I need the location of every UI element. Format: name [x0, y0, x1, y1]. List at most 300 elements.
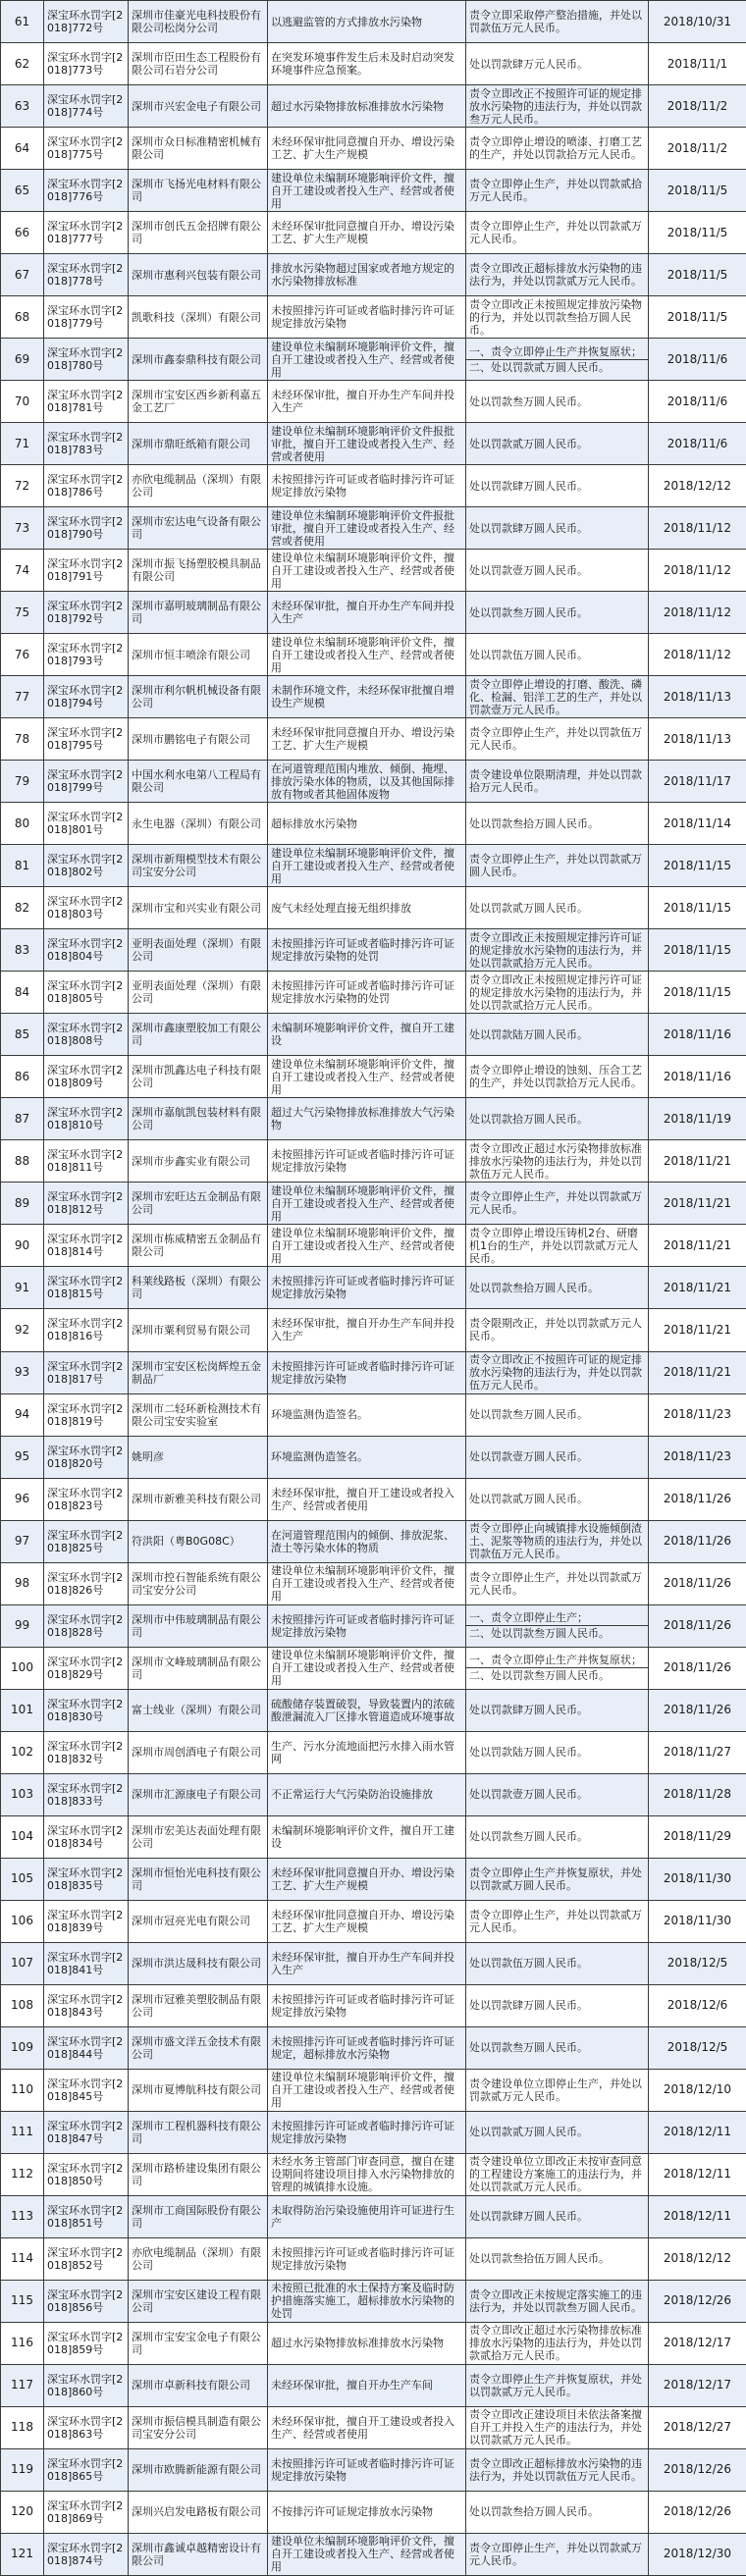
penalty-text: 责令立即停止增设的喷漆、打磨工艺的生产，并处以罚款拾万元人民币。 [469, 135, 645, 161]
table-row [1, 929, 746, 972]
penalized-unit-cell: 深圳市宏达电气设备有限公司 [129, 507, 268, 550]
penalty-text: 处以罚款叁拾万圆人民币。 [469, 2505, 645, 2518]
violation-cell: 未按照排污许可证或者临时排污许可证规定排放污染物 [268, 2111, 466, 2153]
penalty-date-cell: 2018/12/12 [649, 465, 746, 507]
violation-cell: 未经环保审批，擅自开办生产车间并投入生产 [268, 1942, 466, 1984]
penalty-date-cell: 2018/11/26 [649, 1520, 746, 1562]
penalized-unit-cell: 深圳市恒丰喷涂有限公司 [129, 634, 268, 676]
document-number-cell: 深宝环水罚字[2018]850号 [44, 2153, 129, 2195]
table-row [1, 887, 746, 929]
table-row [1, 1351, 746, 1393]
row-number-cell: 79 [1, 761, 44, 803]
penalty-date-cell: 2018/12/5 [649, 1942, 746, 1984]
penalized-unit-cell: 深圳市振飞扬塑胶模具制品有限公司 [129, 550, 268, 592]
penalty-text: 处以罚款贰万圆人民币。 [469, 902, 645, 915]
row-number-cell: 84 [1, 972, 44, 1014]
row-number-cell: 88 [1, 1140, 44, 1183]
violation-cell: 未编制环境影响评价文件，擅自开工建设 [268, 1014, 466, 1056]
row-number-cell: 108 [1, 1984, 44, 2026]
document-number-cell: 深宝环水罚字[2018]803号 [44, 887, 129, 929]
row-number-cell: 86 [1, 1056, 44, 1098]
document-number-cell: 深宝环水罚字[2018]851号 [44, 2195, 129, 2237]
penalty-text: 处以罚款贰万圆人民币。 [469, 438, 645, 450]
penalty-table-body [1, 1, 746, 2576]
penalty-cell [466, 170, 649, 212]
penalized-unit-cell: 深圳市工商国际股份有限公司 [129, 2195, 268, 2237]
penalty-date-cell: 2018/12/12 [649, 2237, 746, 2280]
penalty-cell [466, 1225, 649, 1267]
document-number-cell: 深宝环水罚字[2018]847号 [44, 2111, 129, 2153]
table-row [1, 1478, 746, 1520]
table-row [1, 718, 746, 761]
penalty-cell [466, 2448, 649, 2491]
document-number-cell: 深宝环水罚字[2018]832号 [44, 1731, 129, 1773]
row-number-cell: 68 [1, 296, 44, 339]
penalty-cell [466, 212, 649, 254]
violation-cell: 未经环保审批，擅自开办生产车间 [268, 2364, 466, 2406]
table-row [1, 1436, 746, 1478]
violation-cell: 未经环保审批，擅自开办生产车间并投入生产 [268, 381, 466, 423]
penalized-unit-cell: 深圳市夏博航科技有限公司 [129, 2069, 268, 2111]
row-number-cell: 105 [1, 1858, 44, 1900]
document-number-cell: 深宝环水罚字[2018]811号 [44, 1140, 129, 1183]
penalty-date-cell: 2018/12/17 [649, 2364, 746, 2406]
violation-cell: 未按照排污许可证或者临时排污许可证规定排放污染物的处罚 [268, 929, 466, 972]
penalty-text: 处以罚款壹万圆人民币。 [469, 564, 645, 577]
table-row [1, 2111, 746, 2153]
penalty-text: 责令立即停止生产，并处以罚款贰万圆人民币。 [469, 853, 645, 878]
row-number-cell: 65 [1, 170, 44, 212]
table-row [1, 1604, 746, 1647]
penalty-text: 二、处以罚款贰万圆人民币。 [466, 359, 648, 375]
penalty-cell [466, 1900, 649, 1942]
penalty-cell [466, 1393, 649, 1436]
penalized-unit-cell: 深圳市新雅美科技有限公司 [129, 1478, 268, 1520]
penalty-cell [466, 845, 649, 887]
penalty-date-cell: 2018/12/10 [649, 2069, 746, 2111]
violation-cell: 废气未经处理直接无组织排放 [268, 887, 466, 929]
penalized-unit-cell: 深圳兴启发电路板有限公司 [129, 2491, 268, 2533]
penalized-unit-cell: 深圳市嘉明玻璃制品有限公司 [129, 592, 268, 634]
penalty-text: 处以罚款肆万圆人民币。 [469, 1999, 645, 2012]
violation-cell: 硫酸储存装置破裂，导致装置内的浓硫酸泄漏流入厂区排水管道造成环境事故 [268, 1689, 466, 1731]
penalty-date-cell: 2018/12/26 [649, 2448, 746, 2491]
table-row [1, 212, 746, 254]
document-number-cell: 深宝环水罚字[2018]845号 [44, 2069, 129, 2111]
penalty-date-cell: 2018/11/17 [649, 761, 746, 803]
penalty-cell [466, 2195, 649, 2237]
document-number-cell: 深宝环水罚字[2018]865号 [44, 2448, 129, 2491]
violation-cell: 建设单位未编制环境影响评价文件，擅自开工建设或者投入生产、经营或者使用 [268, 170, 466, 212]
penalty-cell [466, 1309, 649, 1351]
row-number-cell: 119 [1, 2448, 44, 2491]
violation-cell: 在突发环境事件发生后未及时启动突发环境事件应急预案。 [268, 43, 466, 85]
document-number-cell: 深宝环水罚字[2018]799号 [44, 761, 129, 803]
penalized-unit-cell: 姚明彦 [129, 1436, 268, 1478]
penalty-cell [466, 423, 649, 465]
violation-cell: 未按照排污许可证或者临时排污许可证规定，超标排放水污染物 [268, 2026, 466, 2069]
penalty-cell [466, 592, 649, 634]
penalty-cell [466, 1815, 649, 1858]
violation-cell: 未编制环境影响评价文件，擅自开工建设 [268, 1815, 466, 1858]
row-number-cell: 102 [1, 1731, 44, 1773]
table-row [1, 1140, 746, 1183]
violation-cell: 未按照排污许可证或者临时排污许可证规定排放污染物 [268, 296, 466, 339]
penalty-date-cell: 2018/11/12 [649, 550, 746, 592]
penalty-text: 一、责令立即停止生产并恢复原状； [466, 344, 648, 359]
penalty-cell [466, 1056, 649, 1098]
penalty-text: 处以罚款拾万圆人民币。 [469, 1113, 645, 1126]
penalty-text: 处以罚款叁万圆人民币。 [469, 1830, 645, 1843]
row-number-cell: 116 [1, 2322, 44, 2364]
row-number-cell: 121 [1, 2533, 44, 2575]
penalty-text: 二、处以罚款叁万圆人民币。 [466, 1625, 648, 1641]
document-number-cell: 深宝环水罚字[2018]823号 [44, 1478, 129, 1520]
table-row [1, 1731, 746, 1773]
penalty-cell [466, 1140, 649, 1183]
row-number-cell: 106 [1, 1900, 44, 1942]
penalty-cell [466, 296, 649, 339]
document-number-cell: 深宝环水罚字[2018]830号 [44, 1689, 129, 1731]
violation-cell: 未经环保审批，擅自开办生产车间并投入生产 [268, 592, 466, 634]
document-number-cell: 深宝环水罚字[2018]869号 [44, 2491, 129, 2533]
penalty-text: 处以罚款伍万圆人民币。 [469, 1957, 645, 1970]
document-number-cell: 深宝环水罚字[2018]852号 [44, 2237, 129, 2280]
document-number-cell: 深宝环水罚字[2018]874号 [44, 2533, 129, 2575]
penalty-text: 责令立即停止生产，并处以罚款伍万元人民币。 [469, 726, 645, 752]
violation-cell: 建设单位未编制环境影响评价文件，擅自开工建设或者投入生产、经营或者使用 [268, 1056, 466, 1098]
violation-cell: 建设单位未编制环境影响评价文件，擅自开工建设或者投入生产、经营或者使用 [268, 1647, 466, 1689]
table-row [1, 1562, 746, 1604]
row-number-cell: 112 [1, 2153, 44, 2195]
row-number-cell: 99 [1, 1604, 44, 1647]
penalty-date-cell: 2018/12/5 [649, 2026, 746, 2069]
penalized-unit-cell: 符洪阳（粤B0G08C） [129, 1520, 268, 1562]
penalty-date-cell: 2018/12/26 [649, 2491, 746, 2533]
table-row [1, 85, 746, 128]
violation-cell: 未按照排污许可证或者临时排污许可证规定排放污染物 [268, 2448, 466, 2491]
violation-cell: 不正常运行大气污染防治设施排放 [268, 1773, 466, 1815]
row-number-cell: 77 [1, 676, 44, 718]
violation-cell: 未经环保审批，擅自开工建设或者投入生产、经营或者使用 [268, 1478, 466, 1520]
penalty-date-cell: 2018/11/26 [649, 1647, 746, 1689]
violation-cell: 生产、污水分流地面把污水排入雨水管网 [268, 1731, 466, 1773]
violation-cell: 建设单位未编制环境影响评价文件，擅自开工建设或者投入生产、经营或者使用 [268, 2069, 466, 2111]
penalty-cell [466, 1267, 649, 1309]
violation-cell: 超标排放水污染物 [268, 803, 466, 845]
table-row [1, 676, 746, 718]
row-number-cell: 64 [1, 128, 44, 170]
table-row [1, 1225, 746, 1267]
penalty-text: 责令建设单位立即改正未按审查同意的工程建设方案施工的违法行为，并处以罚款贰万元人民币。 [469, 2155, 645, 2193]
violation-cell: 未经环保审批，擅自开办生产车间并投入生产 [268, 1309, 466, 1351]
table-row [1, 2448, 746, 2491]
penalty-text: 处以罚款肆万元人民币。 [469, 58, 645, 71]
penalty-text: 责令立即改正未按照规定排污许可证的规定排放水污染物的违法行为，并处以罚款贰拾万元人民币。 [469, 931, 645, 970]
row-number-cell: 90 [1, 1225, 44, 1267]
penalty-cell [466, 2322, 649, 2364]
table-row [1, 592, 746, 634]
penalized-unit-cell: 深圳市臣田生态工程股份有限公司石岩分公司 [129, 43, 268, 85]
penalty-date-cell: 2018/11/6 [649, 381, 746, 423]
penalized-unit-cell: 永生电器（深圳）有限公司 [129, 803, 268, 845]
document-number-cell: 深宝环水罚字[2018]859号 [44, 2322, 129, 2364]
violation-cell: 未取得防治污染设施使用许可证进行生产 [268, 2195, 466, 2237]
penalty-date-cell: 2018/10/31 [649, 1, 746, 43]
violation-cell: 未经环保审批同意擅自开办、增设污染工艺、扩大生产规模 [268, 128, 466, 170]
penalty-cell [466, 1562, 649, 1604]
document-number-cell: 深宝环水罚字[2018]779号 [44, 296, 129, 339]
violation-cell: 环境监测伪造签名。 [268, 1393, 466, 1436]
violation-cell: 未按照排污许可证或者临时排污许可证规定排放污染物 [268, 1984, 466, 2026]
violation-cell: 在河道管理范围内的倾倒、排放泥浆、渣土等污染水体的物质 [268, 1520, 466, 1562]
penalized-unit-cell: 深圳市鹏铭电子有限公司 [129, 718, 268, 761]
row-number-cell: 96 [1, 1478, 44, 1520]
penalty-date-cell: 2018/11/13 [649, 676, 746, 718]
penalized-unit-cell: 亚明表面处理（深圳）有限公司 [129, 972, 268, 1014]
violation-cell: 建设单位未编制环境影响评价文件，擅自开工建设或者投入生产、经营或者使用 [268, 339, 466, 381]
penalty-date-cell: 2018/11/21 [649, 1309, 746, 1351]
penalty-cell [466, 507, 649, 550]
table-row [1, 2533, 746, 2575]
penalty-text: 责令立即改正超标排放水污染物的违法行为，并处以罚款伍万元人民币。 [469, 2457, 645, 2483]
penalty-date-cell: 2018/11/21 [649, 1267, 746, 1309]
penalty-text: 处以罚款伍万圆人民币。 [469, 649, 645, 661]
row-number-cell: 71 [1, 423, 44, 465]
document-number-cell: 深宝环水罚字[2018]816号 [44, 1309, 129, 1351]
table-row [1, 1, 746, 43]
penalty-date-cell: 2018/11/2 [649, 85, 746, 128]
penalty-cell [466, 676, 649, 718]
penalty-text: 责令立即采取停产整治措施，并处以罚款伍万元人民币。 [469, 9, 645, 34]
penalty-date-cell: 2018/11/21 [649, 1183, 746, 1225]
table-row [1, 2195, 746, 2237]
row-number-cell: 107 [1, 1942, 44, 1984]
penalty-date-cell: 2018/12/26 [649, 2280, 746, 2322]
penalty-date-cell: 2018/11/29 [649, 1815, 746, 1858]
penalty-date-cell: 2018/11/30 [649, 1900, 746, 1942]
row-number-cell: 97 [1, 1520, 44, 1562]
document-number-cell: 深宝环水罚字[2018]815号 [44, 1267, 129, 1309]
penalty-cell [466, 2111, 649, 2153]
row-number-cell: 109 [1, 2026, 44, 2069]
penalty-cell [466, 1478, 649, 1520]
penalized-unit-cell: 深圳市宝安区建设工程有限公司 [129, 2280, 268, 2322]
penalty-text: 责令立即停止增设的打磨、酸洗、磷化、检漏、铝洋工艺的生产，并处以罚款壹万元人民币。 [469, 678, 645, 716]
penalty-date-cell: 2018/11/6 [649, 423, 746, 465]
row-number-cell: 118 [1, 2406, 44, 2448]
penalized-unit-cell: 深圳市汇源康电子有限公司 [129, 1773, 268, 1815]
row-number-cell: 87 [1, 1098, 44, 1140]
violation-cell: 建设单位未编制环境影响评价文件，擅自开工建设或者投入生产、经营或者使用 [268, 634, 466, 676]
row-number-cell: 73 [1, 507, 44, 550]
row-number-cell: 115 [1, 2280, 44, 2322]
penalty-date-cell: 2018/11/13 [649, 718, 746, 761]
row-number-cell: 93 [1, 1351, 44, 1393]
penalized-unit-cell: 深圳市洪达晟科技有限公司 [129, 1942, 268, 1984]
penalty-text: 责令建设单位立即停止生产，并处以罚款贰万元人民币。 [469, 2077, 645, 2103]
penalty-cell [466, 1351, 649, 1393]
penalty-cell [466, 803, 649, 845]
row-number-cell: 120 [1, 2491, 44, 2533]
document-number-cell: 深宝环水罚字[2018]793号 [44, 634, 129, 676]
document-number-cell: 深宝环水罚字[2018]826号 [44, 1562, 129, 1604]
document-number-cell: 深宝环水罚字[2018]828号 [44, 1604, 129, 1647]
row-number-cell: 111 [1, 2111, 44, 2153]
penalty-text: 责令立即改正建设项目未依法备案擅自开工并投入生产的违法行为，并处以罚款贰万元人民币。 [469, 2408, 645, 2446]
document-number-cell: 深宝环水罚字[2018]776号 [44, 170, 129, 212]
penalty-cell [466, 2237, 649, 2280]
penalty-text: 二、处以罚款叁万圆人民币。 [466, 1667, 648, 1683]
penalized-unit-cell: 深圳市凯鑫达电子科技有限公司 [129, 1056, 268, 1098]
penalty-date-cell: 2018/11/15 [649, 887, 746, 929]
document-number-cell: 深宝环水罚字[2018]791号 [44, 550, 129, 592]
penalty-cell [466, 1773, 649, 1815]
table-row [1, 845, 746, 887]
document-number-cell: 深宝环水罚字[2018]839号 [44, 1900, 129, 1942]
document-number-cell: 深宝环水罚字[2018]863号 [44, 2406, 129, 2448]
document-number-cell: 深宝环水罚字[2018]820号 [44, 1436, 129, 1478]
penalized-unit-cell: 亦欣电缆制品（深圳）有限公司 [129, 2237, 268, 2280]
penalty-text: 责令立即改正超过水污染物排放标准排放水污染物的违法行为，并处以罚款伍万元人民币。 [469, 1142, 645, 1181]
violation-cell: 未经环保审批同意擅自开办、增设污染工艺、扩大生产规模 [268, 1900, 466, 1942]
row-number-cell: 95 [1, 1436, 44, 1478]
document-number-cell: 深宝环水罚字[2018]817号 [44, 1351, 129, 1393]
row-number-cell: 69 [1, 339, 44, 381]
violation-cell: 建设单位未编制环境影响评价文件，擅自开工建设或者投入生产、经营或者使用 [268, 845, 466, 887]
penalized-unit-cell: 深圳市卓新科技有限公司 [129, 2364, 268, 2406]
document-number-cell: 深宝环水罚字[2018]772号 [44, 1, 129, 43]
row-number-cell: 82 [1, 887, 44, 929]
violation-cell: 在河道管理范围内堆放、倾倒、掩埋、排放污染水体的物质，以及其他国际排放有物或者其他固体废物 [268, 761, 466, 803]
penalty-text: 责令立即停止增设的蚀刻、压合工艺的生产，并处以罚款拾万元人民币。 [469, 1064, 645, 1089]
document-number-cell: 深宝环水罚字[2018]777号 [44, 212, 129, 254]
penalty-text: 责令立即停止生产，并处以罚款贰万元人民币。 [469, 1909, 645, 1934]
penalty-text: 处以罚款陆万圆人民币。 [469, 1028, 645, 1041]
violation-cell: 超过水污染物排放标准排放水污染物 [268, 85, 466, 128]
penalty-text: 处以罚款肆万圆人民币。 [469, 2210, 645, 2223]
penalty-date-cell: 2018/11/16 [649, 1014, 746, 1056]
row-number-cell: 62 [1, 43, 44, 85]
table-row [1, 1647, 746, 1689]
violation-cell: 未经环保审批同意擅自开办、增设污染工艺、扩大生产规模 [268, 718, 466, 761]
document-number-cell: 深宝环水罚字[2018]783号 [44, 423, 129, 465]
penalty-cell [466, 2406, 649, 2448]
violation-cell: 未经环保审批同意擅自开办、增设污染工艺、扩大生产规模 [268, 212, 466, 254]
penalized-unit-cell: 深圳市飞扬光电材料有限公司 [129, 170, 268, 212]
document-number-cell: 深宝环水罚字[2018]801号 [44, 803, 129, 845]
penalty-date-cell: 2018/11/26 [649, 1689, 746, 1731]
penalty-date-cell: 2018/11/15 [649, 929, 746, 972]
document-number-cell: 深宝环水罚字[2018]794号 [44, 676, 129, 718]
violation-cell: 未经环保审批同意擅自开办、增设污染工艺、扩大生产规模 [268, 1858, 466, 1900]
penalty-text: 处以罚款叁万圆人民币。 [469, 606, 645, 619]
penalty-text: 处以罚款叁万圆人民币。 [469, 2041, 645, 2054]
table-row [1, 803, 746, 845]
penalized-unit-cell: 深圳市控石智能系统有限公司宝安分公司 [129, 1562, 268, 1604]
row-number-cell: 114 [1, 2237, 44, 2280]
penalty-text: 责令立即停止生产，并处以罚款贰拾万元人民币。 [469, 178, 645, 203]
row-number-cell: 72 [1, 465, 44, 507]
violation-cell: 环境监测伪造签名。 [268, 1436, 466, 1478]
violation-cell: 超过大气污染物排放标准排放大气污染物 [268, 1098, 466, 1140]
penalty-cell [466, 465, 649, 507]
table-row [1, 170, 746, 212]
row-number-cell: 80 [1, 803, 44, 845]
row-number-cell: 100 [1, 1647, 44, 1689]
row-number-cell: 92 [1, 1309, 44, 1351]
penalty-text: 处以罚款叁拾万圆人民币。 [469, 1282, 645, 1294]
document-number-cell: 深宝环水罚字[2018]795号 [44, 718, 129, 761]
penalized-unit-cell: 深圳市振信模具制造有限公司宝安分公司 [129, 2406, 268, 2448]
penalized-unit-cell: 深圳市宏旺达五金制品有限公司 [129, 1183, 268, 1225]
penalty-cell [466, 1, 649, 43]
penalty-text: 处以罚款壹万圆人民币。 [469, 1788, 645, 1801]
table-row [1, 550, 746, 592]
penalized-unit-cell: 深圳市新翔模型技术有限公司宝安分公司 [129, 845, 268, 887]
document-number-cell: 深宝环水罚字[2018]810号 [44, 1098, 129, 1140]
penalty-text: 责令立即停止生产，并处以罚款贰万元人民币。 [469, 1571, 645, 1597]
penalty-text: 责令立即停止生产，并处以罚款贰万元人民币。 [469, 1190, 645, 1216]
document-number-cell: 深宝环水罚字[2018]825号 [44, 1520, 129, 1562]
penalty-text: 责令立即停止生产，并处以罚款贰万元人民币。 [469, 2542, 645, 2567]
table-row [1, 1183, 746, 1225]
penalty-cell [466, 550, 649, 592]
penalty-cell [466, 929, 649, 972]
table-row [1, 2322, 746, 2364]
penalty-date-cell: 2018/11/26 [649, 1562, 746, 1604]
penalized-unit-cell: 深圳市冠雅美塑胶制品有限公司 [129, 1984, 268, 2026]
row-number-cell: 113 [1, 2195, 44, 2237]
document-number-cell: 深宝环水罚字[2018]808号 [44, 1014, 129, 1056]
penalized-unit-cell: 深圳市宝安区松岗辉煌五金制品厂 [129, 1351, 268, 1393]
penalty-text: 责令限期改正，并处以罚款贰万元人民币。 [469, 1317, 645, 1342]
document-number-cell: 深宝环水罚字[2018]781号 [44, 381, 129, 423]
penalty-date-cell: 2018/12/11 [649, 2195, 746, 2237]
penalized-unit-cell: 中国水利水电第八工程局有限公司 [129, 761, 268, 803]
penalty-date-cell: 2018/12/11 [649, 2111, 746, 2153]
penalty-date-cell: 2018/12/17 [649, 2322, 746, 2364]
penalized-unit-cell: 深圳市二轻环新检测技术有限公司宝安实验室 [129, 1393, 268, 1436]
penalty-text: 责令立即停止向城镇排水设施倾倒渣土、泥浆等物质的违法行为，并处以罚款伍万元人民币。 [469, 1522, 645, 1560]
penalized-unit-cell: 深圳市兴宏金电子有限公司 [129, 85, 268, 128]
table-row [1, 1689, 746, 1731]
table-row [1, 2406, 746, 2448]
penalized-unit-cell: 深圳市宝和兴实业有限公司 [129, 887, 268, 929]
table-row [1, 972, 746, 1014]
penalty-text: 责令立即停止生产，并处以罚款贰万元人民币。 [469, 220, 645, 245]
penalized-unit-cell: 深圳市工程机器科技有限公司 [129, 2111, 268, 2153]
document-number-cell: 深宝环水罚字[2018]860号 [44, 2364, 129, 2406]
violation-cell: 建设单位未编制环境影响评价文件报批审批，擅自开工建设或者投入生产、经营或者使用 [268, 507, 466, 550]
penalty-date-cell: 2018/11/21 [649, 1140, 746, 1183]
table-row [1, 761, 746, 803]
table-row [1, 381, 746, 423]
penalty-cell [466, 254, 649, 296]
penalty-date-cell: 2018/11/23 [649, 1393, 746, 1436]
document-number-cell: 深宝环水罚字[2018]834号 [44, 1815, 129, 1858]
violation-cell: 不按排污许可证规定排放水污染物 [268, 2491, 466, 2533]
table-row [1, 423, 746, 465]
penalty-cell [466, 1098, 649, 1140]
penalty-text: 处以罚款贰万圆人民币。 [469, 1493, 645, 1505]
penalty-date-cell: 2018/12/30 [649, 2533, 746, 2575]
penalty-cell [466, 85, 649, 128]
penalized-unit-cell: 深圳市文峰玻璃制品有限公司 [129, 1647, 268, 1689]
penalty-date-cell: 2018/11/5 [649, 212, 746, 254]
table-row [1, 2026, 746, 2069]
penalty-text: 处以罚款叁万圆人民币。 [469, 1408, 645, 1421]
